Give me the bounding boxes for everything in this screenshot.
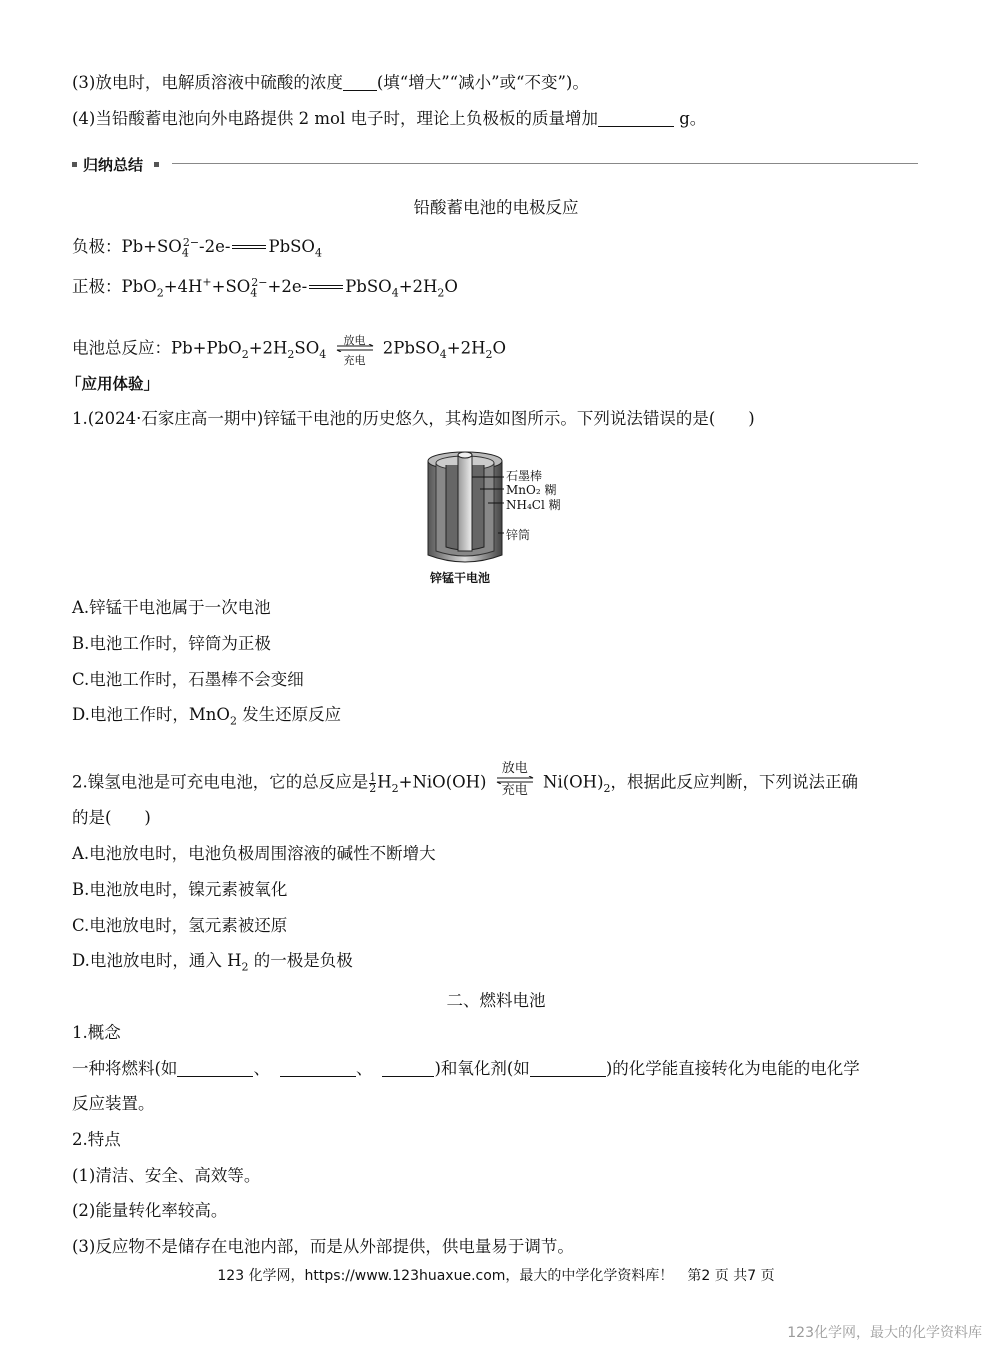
section-header <box>72 154 918 174</box>
feature-2: (2)能量转化率较高。 <box>72 1201 228 1220</box>
p2-option-d[interactable]: D.电池放电时，通入 $H_2$ 的一极是负极 <box>72 951 353 974</box>
figure-caption: 锌锰干电池 <box>430 571 491 585</box>
feature-1: (1)清洁、安全、高效等。 <box>72 1166 261 1185</box>
problem-2-stem-cont: 的是( ) <box>72 808 151 827</box>
question-3: (3)放电时，电解质溶液中硫酸的浓度 (填“增大”“减小”或“不变”)。 <box>72 73 589 92</box>
p2-option-b[interactable]: B.电池放电时，镍元素被氧化 <box>72 880 288 899</box>
p1-option-a[interactable]: A.锌锰干电池属于一次电池 <box>72 598 271 617</box>
p1-option-d[interactable]: D.电池工作时，MnO$_2$ 发生还原反应 <box>72 705 342 728</box>
label-graphite-rod: 石墨棒 <box>506 469 543 483</box>
positive-electrode-eq: 正极：$PbO_2+4H^++SO_4^{2-}+2e-$ $PbSO_4+2H_2O$ <box>72 275 458 300</box>
concept-line-2: 反应装置。 <box>72 1094 155 1113</box>
fraction-half: $\frac{1}{2}$ <box>369 770 377 795</box>
answer-blank[interactable] <box>530 1060 606 1077</box>
square-bullet-icon <box>72 162 77 167</box>
feature-heading: 2.特点 <box>72 1130 121 1149</box>
equals-sign-icon <box>309 283 343 293</box>
feature-3: (3)反应物不是储存在电池内部，而是从外部提供，供电量易于调节。 <box>72 1237 574 1256</box>
label-mno2-paste: MnO₂ 糊 <box>506 483 557 497</box>
square-bullet-icon <box>154 162 159 167</box>
fuel-cell-heading: 二、燃料电池 <box>446 991 546 1010</box>
watermark: 123化学网，最大的化学资料库 <box>787 1325 982 1341</box>
summary-title: 铅酸蓄电池的电极反应 <box>413 198 579 217</box>
p1-option-c[interactable]: C.电池工作时，石墨棒不会变细 <box>72 670 304 689</box>
question-4: (4)当铅酸蓄电池向外电路提供 2 mol 电子时，理论上负极板的质量增加 g。 <box>72 109 707 128</box>
p1-option-b[interactable]: B.电池工作时，锌筒为正极 <box>72 634 271 653</box>
page-footer: 123 化学网，https://www.123huaxue.com，最大的中学化学资料库！ 第2 页 共7 页 <box>217 1268 775 1284</box>
reversible-arrow-icon: 放电 充电 <box>335 334 375 364</box>
section-title: 归纳总结 <box>83 156 144 174</box>
answer-blank[interactable] <box>177 1060 253 1077</box>
answer-blank[interactable] <box>280 1060 356 1077</box>
answer-blank[interactable] <box>382 1060 434 1077</box>
apply-title: 「应用体验」 <box>66 375 160 393</box>
negative-electrode-eq: 负极：$Pb+SO_4^{2-}-2e-$ PbSO$_4$ <box>72 235 322 260</box>
answer-blank[interactable] <box>598 110 674 127</box>
problem-2-stem: 2.镍氢电池是可充电电池，它的总反应是 $\frac{1}{2}$ $H_2+NiO(OH)$ 放电 充电 $Ni(OH)_2$，根据此反应判断，下列说法正确 <box>72 761 859 798</box>
concept-line-1: 一种将燃料(如 、 、 )和氧化剂(如 )的化学能直接转化为电能的电化学 <box>72 1059 860 1078</box>
equals-sign-icon <box>232 243 266 253</box>
label-nh4cl-paste: NH₄Cl 糊 <box>506 498 561 512</box>
section-rule <box>172 163 918 164</box>
total-reaction-eq: 电池总反应：$Pb+PbO_2+2H_2SO_4$ 放电 充电 $2PbSO_4+2H_2O$ <box>72 334 506 367</box>
zinc-manganese-battery-figure <box>410 443 590 593</box>
p2-option-a[interactable]: A.电池放电时，电池负极周围溶液的碱性不断增大 <box>72 844 436 863</box>
reversible-arrow-icon: 放电 充电 <box>495 768 535 798</box>
p2-option-c[interactable]: C.电池放电时，氢元素被还原 <box>72 916 288 935</box>
label-zinc-can: 锌筒 <box>506 528 531 542</box>
concept-heading: 1.概念 <box>72 1023 121 1042</box>
problem-1-stem: 1.(2024·石家庄高一期中)锌锰干电池的历史悠久，其构造如图所示。下列说法错误的是( ) <box>72 409 755 428</box>
answer-blank[interactable] <box>343 74 377 91</box>
